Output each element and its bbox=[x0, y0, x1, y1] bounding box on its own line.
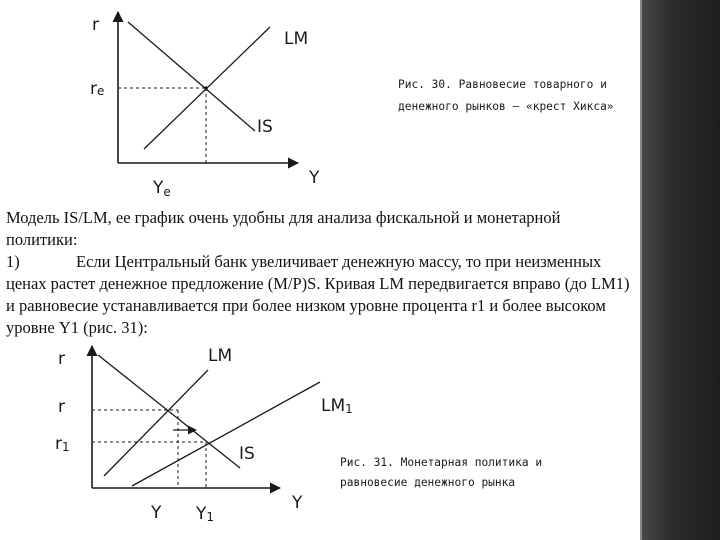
fig2-lm1-label bbox=[321, 396, 353, 416]
fig2-is-label: IS bbox=[239, 444, 255, 464]
fig1-is-label: IS bbox=[257, 117, 273, 137]
fig1-lm-label: LM bbox=[284, 29, 309, 49]
fig1-axis-x-label: Y bbox=[309, 168, 320, 188]
fig2-lm1-letters: LM bbox=[321, 396, 346, 416]
fig1-eq-y-label bbox=[152, 178, 171, 199]
body-text bbox=[6, 207, 634, 339]
fig2-r-label: r bbox=[58, 397, 65, 417]
fig2-caption-line1: Рис. 31. Монетарная политика и bbox=[340, 456, 543, 469]
fig2-r1-label bbox=[55, 434, 70, 454]
fig1-eq-r-letter: r bbox=[90, 79, 97, 99]
fig2-y1-letter: Y bbox=[196, 504, 207, 524]
fig2-lm1-subscript: 1 bbox=[345, 402, 353, 416]
figure-1-is-lm-cross bbox=[90, 12, 614, 199]
fig1-eq-y-subscript: e bbox=[163, 185, 171, 199]
side-bar-edge bbox=[640, 0, 642, 540]
fig2-y1-label bbox=[195, 504, 214, 524]
fig1-equilibrium-point bbox=[204, 86, 208, 90]
fig1-caption-line2: денежного рынков – «крест Хикса» bbox=[398, 100, 614, 113]
fig2-axis-x-label: Y bbox=[292, 493, 303, 513]
fig1-eq-y-letter: Y bbox=[153, 178, 164, 198]
fig1-is-curve bbox=[128, 22, 255, 131]
slide-side-bar bbox=[640, 0, 720, 540]
list-item-body: Если Центральный банк увеличивает денежную массу, то при неизменных ценах растет денежное предложение (M/P)S. Кривая LM передвигается вправо (до LM1) и равновесие устанавливается при более низком уровне процента r1 и более высоком уровне Y1 (рис. 31): bbox=[6, 252, 630, 337]
figure-2-monetary-policy bbox=[55, 346, 542, 524]
fig1-caption-line1: Рис. 30. Равновесие товарного и bbox=[398, 78, 607, 91]
fig2-is-curve bbox=[98, 355, 240, 468]
list-item-1 bbox=[6, 251, 634, 339]
fig2-lm-curve bbox=[104, 370, 208, 476]
intro-paragraph: Модель IS/LM, ее график очень удобны для анализа фискальной и монетарной политики: bbox=[6, 208, 561, 249]
fig1-eq-r-label bbox=[90, 79, 104, 99]
fig2-lm-label: LM bbox=[208, 346, 233, 366]
fig2-axis-y-label: r bbox=[58, 349, 65, 369]
fig2-lm1-curve bbox=[132, 382, 320, 486]
fig2-caption-line2: равновесие денежного рынка bbox=[340, 476, 516, 489]
fig1-eq-r-subscript: e bbox=[97, 84, 105, 98]
fig2-r1-letter: r bbox=[55, 434, 62, 454]
fig2-y-label: Y bbox=[151, 503, 162, 523]
list-item-number: 1) bbox=[6, 252, 20, 271]
fig2-r1-subscript: 1 bbox=[62, 440, 70, 454]
fig2-y1-subscript: 1 bbox=[206, 510, 215, 524]
fig1-axis-y-label: r bbox=[92, 15, 99, 35]
